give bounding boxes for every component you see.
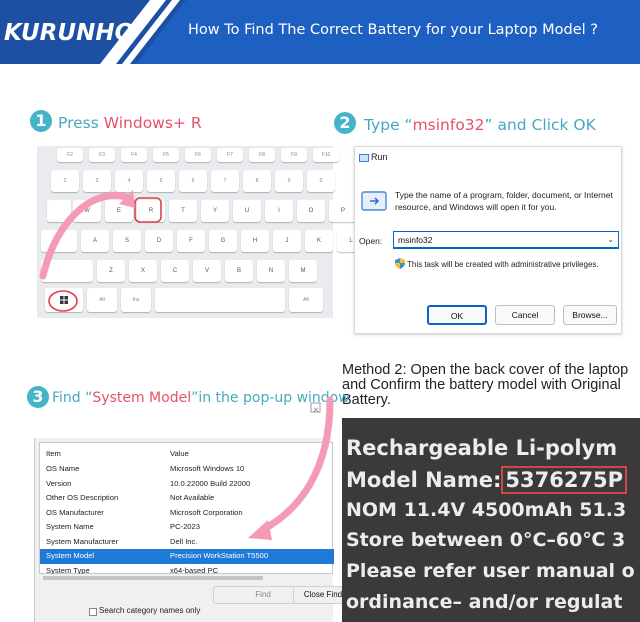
key-f6: F6 [185, 148, 211, 162]
run-title: Run [371, 152, 388, 162]
key-f9: F9 [281, 148, 307, 162]
row-value: Microsoft Corporation [170, 507, 243, 517]
key-b: B [225, 260, 253, 282]
key-f4: F4 [121, 148, 147, 162]
find-bar [35, 584, 343, 622]
row-item: OS Name [46, 464, 80, 473]
chevron-down-icon[interactable]: ⌄ [607, 235, 614, 244]
key-alt-left: Alt [87, 288, 117, 312]
key-alt-right: Alt [289, 288, 323, 312]
key-j: J [273, 230, 301, 252]
keyboard-image [37, 146, 353, 318]
key-f: F [177, 230, 205, 252]
row-value: Dell Inc. [170, 536, 198, 546]
step-3-title [52, 390, 350, 406]
cancel-button[interactable]: Cancel [495, 305, 555, 325]
row-item: OS Manufacturer [46, 507, 104, 517]
battery-model-line [346, 468, 627, 492]
battery-label-photo [342, 418, 640, 622]
close-icon[interactable]: × [313, 405, 319, 416]
key-h: H [241, 230, 269, 252]
key-f2: F2 [57, 148, 83, 162]
key-w: W [73, 200, 101, 222]
key-c: C [161, 260, 189, 282]
step-2-suffix: ” and Click OK [484, 116, 596, 134]
table-row[interactable] [40, 477, 334, 492]
key-4: 4 [115, 170, 143, 192]
run-dialog [354, 146, 622, 334]
step-2-prefix: Type “ [364, 116, 413, 134]
step-1-highlight: Windows+ R [103, 114, 202, 132]
step-3-suffix: ”in the pop-up window [191, 390, 350, 406]
step-3-number: 3 [27, 386, 49, 408]
row-value: 10.0.22000 Build 22000 [170, 478, 251, 488]
system-information-window [34, 438, 343, 622]
ok-button[interactable]: OK [427, 305, 487, 325]
windows-key-circle [49, 291, 77, 311]
battery-line-3: NOM 11.4V 4500mAh 51.3 [346, 499, 627, 521]
key-f7: F7 [217, 148, 243, 162]
key-y: Y [201, 200, 229, 222]
page-title: How To Find The Correct Battery for your Laptop Model ? [188, 22, 598, 38]
key-x: X [129, 260, 157, 282]
row-item: System Model [46, 551, 95, 560]
table-row[interactable] [40, 462, 334, 477]
key-u: U [233, 200, 261, 222]
keyboard-annotations [37, 146, 333, 318]
row-item: Version [46, 478, 72, 488]
step-2-highlight: msinfo32 [412, 116, 485, 134]
table-row[interactable] [40, 491, 334, 506]
key-f10: F10 [313, 148, 339, 162]
row-item: Other OS Description [46, 493, 119, 502]
run-program-icon [361, 191, 387, 213]
key-n: N [257, 260, 285, 282]
row-value: Precision WorkStation T5500 [170, 551, 269, 560]
admin-shield-icon [395, 258, 405, 269]
battery-line-1: Rechargeable Li-polym [346, 436, 618, 460]
key-6: 6 [179, 170, 207, 192]
search-category-label: Search category names only [99, 606, 201, 615]
run-title-bar [355, 147, 621, 167]
key-f5: F5 [153, 148, 179, 162]
key-8: 8 [243, 170, 271, 192]
horizontal-scrollbar[interactable] [39, 574, 333, 582]
search-category-checkbox[interactable] [89, 608, 97, 616]
row-item: System Type [46, 565, 90, 575]
table-row[interactable] [40, 506, 334, 521]
find-button[interactable]: Find [213, 586, 313, 604]
run-description: Type the name of a program, folder, document, or Internet resource, and Windows will open it for you. [395, 190, 613, 212]
open-label: Open: [359, 236, 383, 246]
arrow-1 [43, 195, 129, 276]
method-2-text: Method 2: Open the back cover of the laptop and Confirm the battery model with Original Battery. [342, 362, 629, 408]
open-input[interactable] [393, 231, 619, 249]
key-v: V [193, 260, 221, 282]
step-3-highlight: System Model [92, 390, 192, 406]
table-header-row [40, 447, 334, 462]
run-app-icon [359, 153, 369, 163]
row-item: System Name [46, 522, 94, 531]
key-g: G [209, 230, 237, 252]
column-header-item[interactable]: Item [46, 449, 61, 458]
admin-note: This task will be created with administrative privileges. [407, 260, 599, 269]
sysinfo-table [39, 442, 333, 574]
key-e: E [105, 200, 133, 222]
step-3-prefix: Find “ [52, 390, 93, 406]
table-row[interactable] [40, 520, 334, 535]
key-r: R [137, 200, 165, 222]
row-value: x64-based PC [170, 565, 219, 575]
scrollbar-thumb[interactable] [43, 576, 263, 580]
key-d: D [145, 230, 173, 252]
step-1-number: 1 [30, 110, 52, 132]
row-value: PC-2023 [170, 522, 200, 531]
key-l: L [337, 230, 365, 252]
column-header-value[interactable]: Value [170, 449, 189, 458]
key-t: T [169, 200, 197, 222]
battery-line-5: Please refer user manual o [346, 560, 635, 582]
key-5: 5 [147, 170, 175, 192]
key-p: P [329, 200, 357, 222]
table-row[interactable] [40, 549, 334, 564]
key-f3: F3 [89, 148, 115, 162]
browse-button[interactable]: Browse... [563, 305, 617, 325]
key-7: 7 [211, 170, 239, 192]
key-o: O [297, 200, 325, 222]
key-m: M [289, 260, 317, 282]
header-banner [0, 0, 640, 64]
key-ins: Ins [121, 288, 151, 312]
step-2-number: 2 [334, 112, 356, 134]
key-3: 3 [83, 170, 111, 192]
step-1-title [58, 114, 202, 132]
table-row[interactable] [40, 535, 334, 550]
r-key-highlight [135, 198, 161, 222]
brand-logo: KURUNHO [4, 20, 135, 46]
step-1-prefix: Press [58, 114, 104, 132]
battery-model-value: 5376275P [501, 466, 627, 494]
key-z: Z [97, 260, 125, 282]
close-find-button[interactable]: Close Find [293, 586, 353, 604]
key-i: I [265, 200, 293, 222]
row-item: System Manufacturer [46, 536, 119, 546]
battery-model-prefix: Model Name: [346, 468, 502, 492]
open-input-value: msinfo32 [398, 235, 433, 245]
step-2-title [364, 116, 596, 134]
key-2: 2 [51, 170, 79, 192]
key-9: 9 [275, 170, 303, 192]
key-0: 0 [307, 170, 335, 192]
key-a: A [81, 230, 109, 252]
battery-line-6: ordinance– and/or regulat [346, 591, 623, 613]
key-k: K [305, 230, 333, 252]
row-value: Not Available [170, 493, 215, 502]
key-s: S [113, 230, 141, 252]
battery-line-4: Store between 0°C–60℃ 3 [346, 529, 626, 551]
key-f8: F8 [249, 148, 275, 162]
row-value: Microsoft Windows 10 [170, 464, 245, 473]
